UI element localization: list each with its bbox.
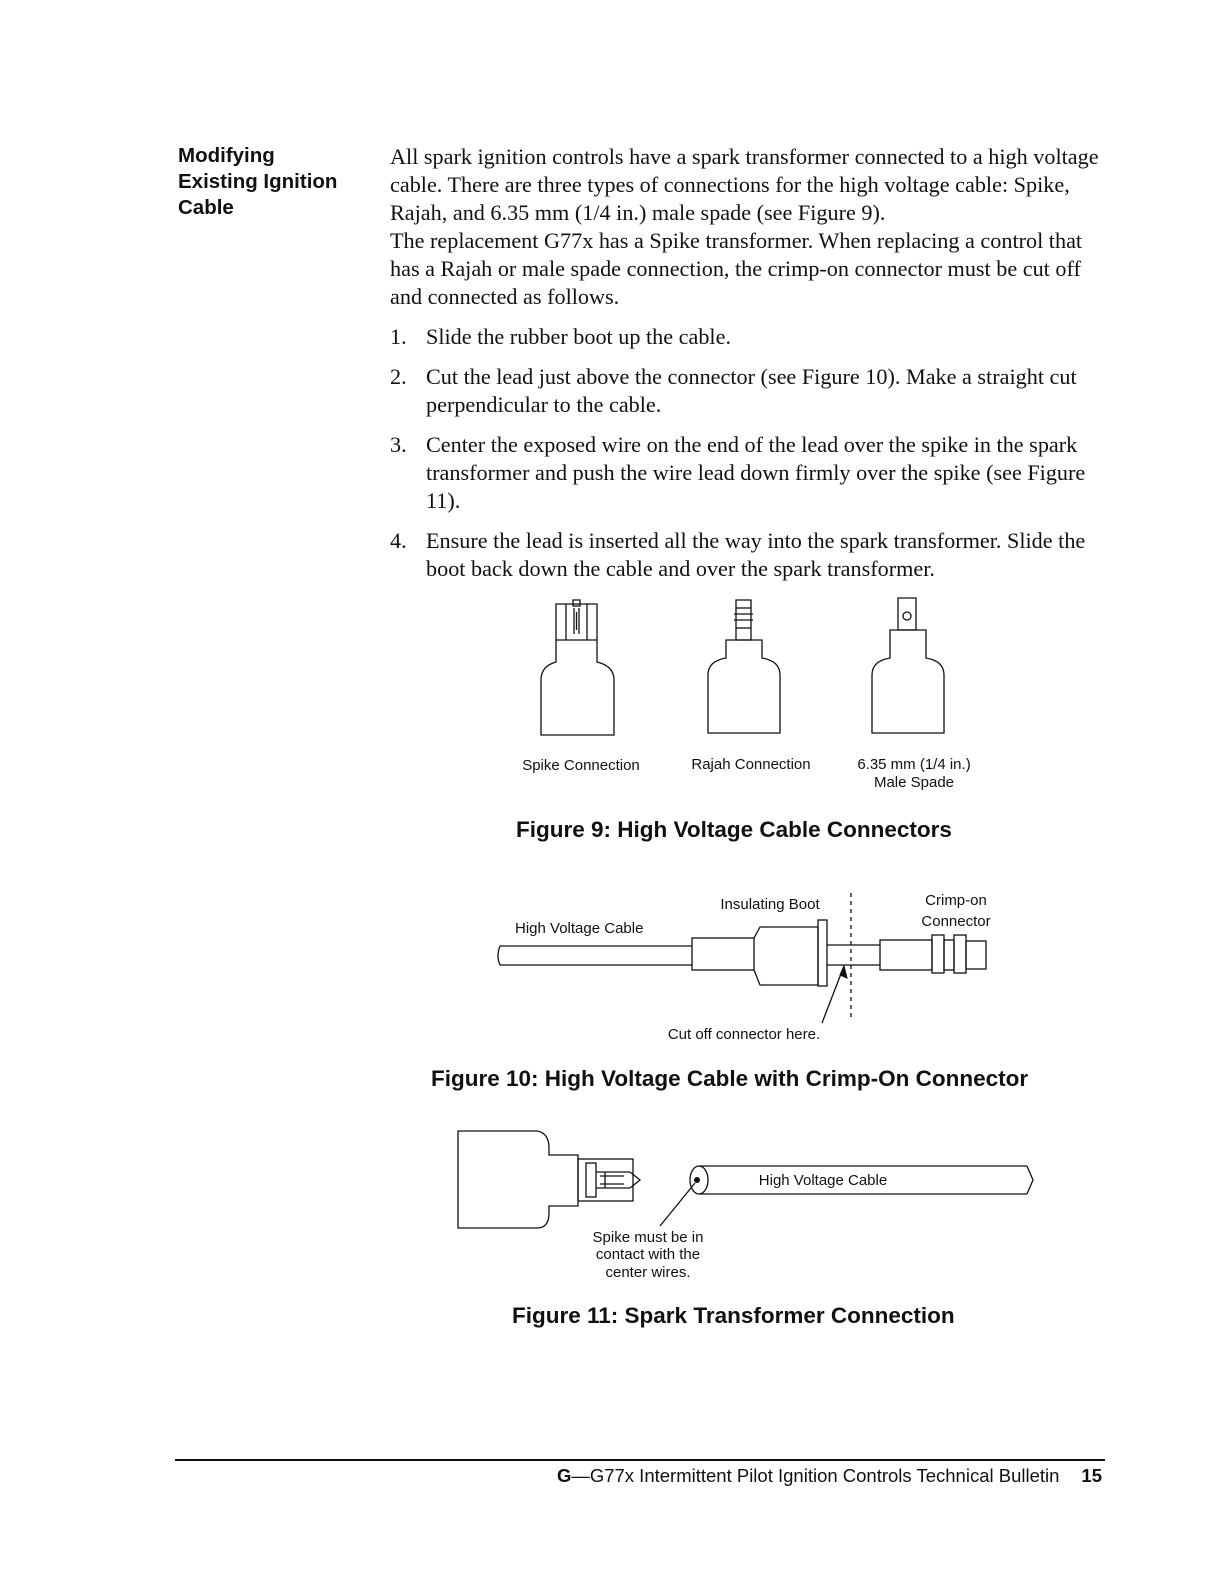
step-text: Cut the lead just above the connector (see Figure 10). Make a straight cut perpendicular to the cable. bbox=[426, 364, 1077, 417]
figure-11-diagram bbox=[452, 1125, 1042, 1285]
crimp-label-line2: Connector bbox=[921, 913, 991, 930]
figure-9-diagram bbox=[500, 590, 1000, 800]
spike-note-line2: contact with the bbox=[595, 1246, 701, 1263]
step-text: Ensure the lead is inserted all the way into the spark transformer. Slide the boot back down the cable and over the spark transformer. bbox=[426, 528, 1086, 581]
step-item bbox=[390, 323, 1110, 351]
section-heading-line: Cable bbox=[178, 196, 234, 219]
crimp-on-connector-drawing bbox=[880, 935, 986, 973]
footer-brand: G bbox=[556, 1465, 572, 1486]
insulating-boot-label: Insulating Boot bbox=[720, 896, 820, 913]
step-item bbox=[390, 363, 1110, 419]
spade-connector-drawing bbox=[872, 598, 944, 733]
page-footer bbox=[557, 1465, 1102, 1487]
page-number: 15 bbox=[1081, 1465, 1102, 1486]
step-number: 1. bbox=[390, 324, 407, 349]
spike-connector-drawing bbox=[541, 600, 614, 735]
rajah-connector-drawing bbox=[708, 600, 780, 733]
cable-center-wire bbox=[694, 1177, 700, 1183]
spike-connection-label: Spike Connection bbox=[522, 757, 640, 774]
intro-paragraph: All spark ignition controls have a spark transformer connected to a high voltage cable. There are three types of connections for the high voltage cable: Spike, Rajah, and 6.35 mm (1/4 in.) male spade (see Figure 9). bbox=[390, 144, 1099, 225]
spade-type-label: Male Spade bbox=[873, 774, 955, 791]
footer-rule bbox=[175, 1459, 1105, 1461]
insulating-boot-drawing bbox=[692, 920, 827, 986]
figure-11-caption: Figure 11: Spark Transformer Connection bbox=[512, 1303, 955, 1328]
figure-10-diagram bbox=[495, 885, 1005, 1050]
section-heading bbox=[178, 143, 368, 221]
spike-note-line3: center wires. bbox=[605, 1264, 691, 1281]
section-heading-line: Modifying bbox=[178, 144, 275, 167]
figure-11-cable-label: High Voltage Cable bbox=[758, 1172, 888, 1189]
replacement-paragraph: The replacement G77x has a Spike transformer. When replacing a control that has a Rajah or male spade connection, the crimp-on connector must be cut off and connected as follows. bbox=[390, 228, 1083, 309]
spark-transformer-drawing bbox=[458, 1131, 640, 1228]
section-heading-line: Existing Ignition bbox=[178, 170, 338, 193]
spike-pointer-line bbox=[660, 1183, 695, 1226]
step-item bbox=[390, 527, 1110, 583]
step-number: 4. bbox=[390, 528, 407, 553]
step-list bbox=[390, 323, 1110, 583]
spike-note-line1: Spike must be in bbox=[592, 1229, 704, 1246]
hv-cable-label: High Voltage Cable bbox=[515, 920, 644, 937]
spade-size-label: 6.35 mm (1/4 in.) bbox=[857, 756, 971, 773]
step-text: Slide the rubber boot up the cable. bbox=[426, 324, 731, 349]
figure-10-caption: Figure 10: High Voltage Cable with Crimp-On Connector bbox=[431, 1066, 1029, 1091]
step-number: 2. bbox=[390, 364, 407, 389]
footer-title: —G77x Intermittent Pilot Ignition Controls Technical Bulletin bbox=[571, 1465, 1060, 1486]
crimp-label-line1: Crimp-on bbox=[925, 892, 987, 909]
step-number: 3. bbox=[390, 432, 407, 457]
rajah-connection-label: Rajah Connection bbox=[691, 756, 811, 773]
body-text bbox=[390, 143, 1110, 595]
cut-off-label: Cut off connector here. bbox=[667, 1026, 821, 1043]
step-item bbox=[390, 431, 1110, 515]
step-text: Center the exposed wire on the end of the lead over the spike in the spark transformer and push the wire lead down firmly over the spike (see Figure 11). bbox=[426, 432, 1086, 513]
figure-9-caption: Figure 9: High Voltage Cable Connectors bbox=[516, 817, 952, 842]
cable-end-drawing bbox=[498, 946, 500, 965]
